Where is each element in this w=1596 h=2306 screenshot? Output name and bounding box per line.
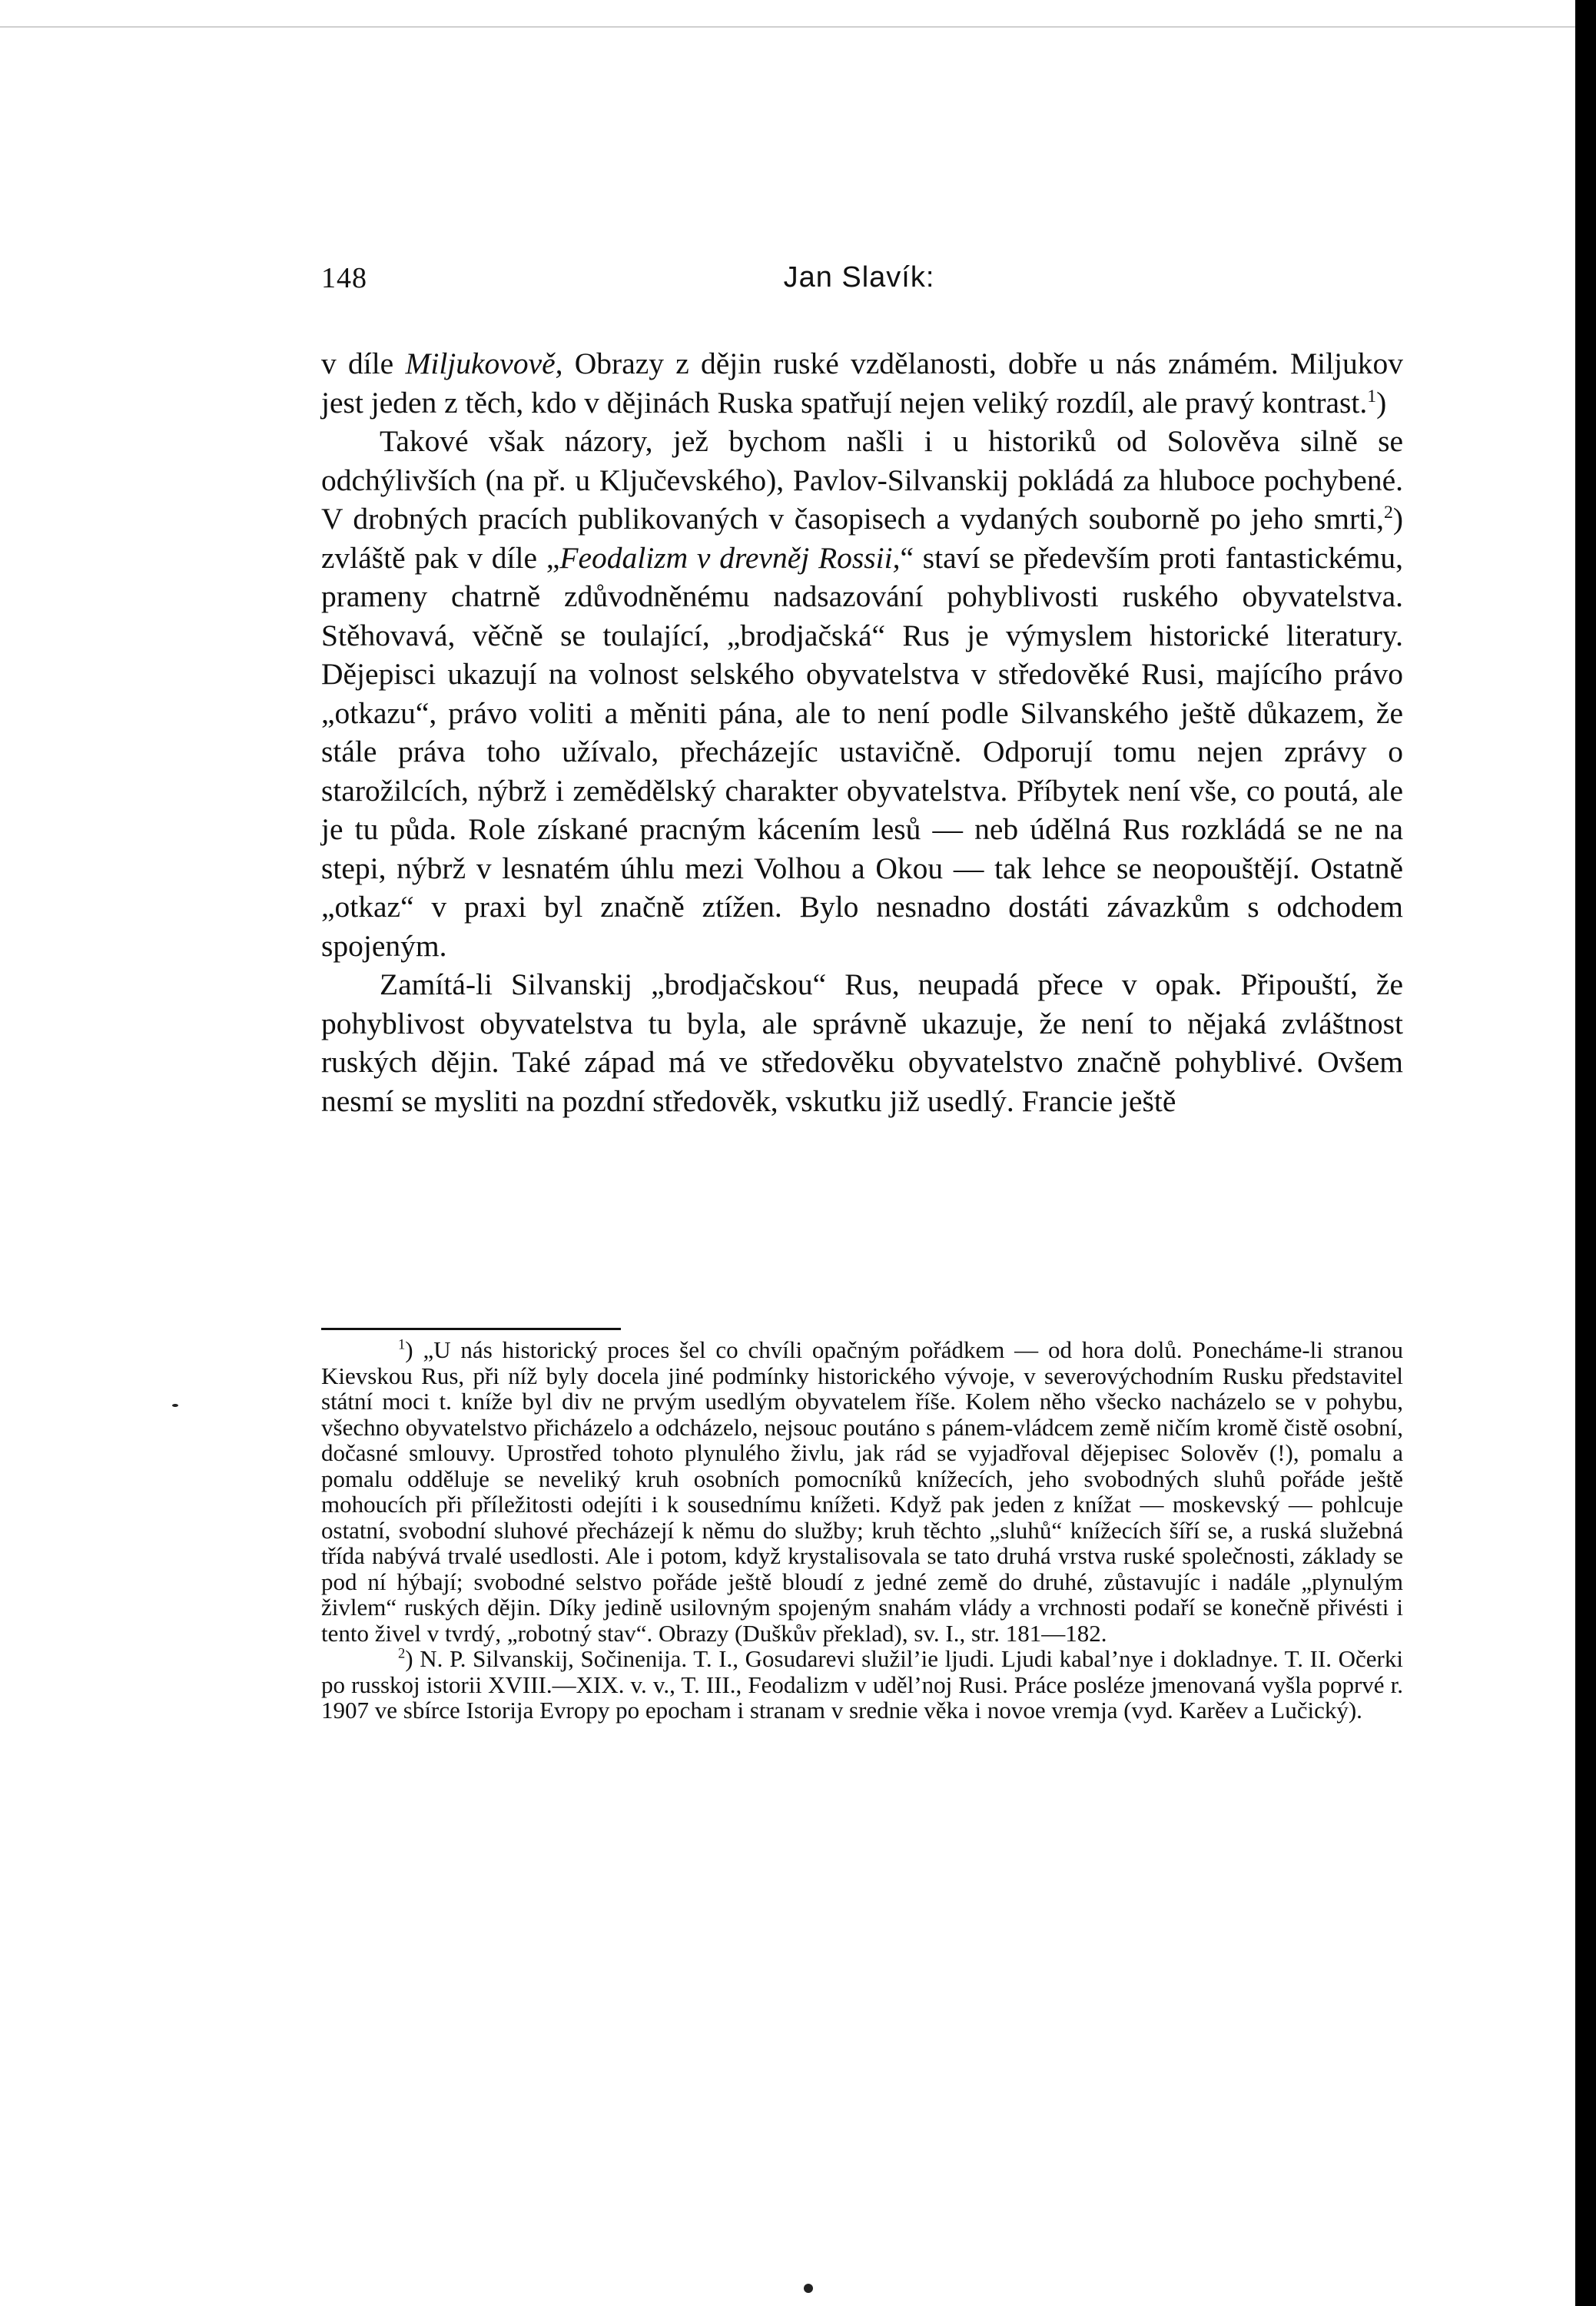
footnote-rule [321,1328,621,1330]
footnote-1: $^1$) „U nás historický proces šel co chvíli opačným pořádkem — od hora dolů. Ponecháme-li stranou Kievskou Rus, při níž byly docela jiné podmínky historického vývoje, v severovýchodním Rusku představitel státní moci t. kníže byl div ne prvým usedlým obyvatelem říše. Kolem něho všecko nacházelo se v pohybu, všechno obyvatelstvo přicházelo a odcházelo, nejsouc poutáno s pánem-vládcem země ničím kromě čistě osobní, dočasné smlouvy. Uprostřed tohoto plynulého živlu, jak rád se vyjadřoval dějepisec Solověv (!), pomalu a pomalu odděluje se neveliký kruh osobních pomocníků knížecích, jeho svobodných sluhů pořáde ještě mohoucích při příležitosti odejíti i k sousednímu knížeti. Když pak jeden z knížat — moskevský — pohlcuje ostatní, svobodní sluhové přecházejí k němu do služby; kruh těchto „sluhů“ knížecích šíří se, a ruská služebná třída nabývá trvalé usedlosti. Ale i potom, když krystalisovala se tato druhá vrstva ruské společnosti, základy se pod ní hýbají; svobodné selstvo pořáde ještě bloudí z jedné země do druhé, zůstavujíc i nadále „plynulým živlem“ ruských dějin. Díky jedině usilovným spojeným snahám vlády a vrchnosti podaří se konečně přivésti i tento živel v tvrdý, „robotný stav“. Obrazy (Duškův překlad), sv. I., str. 181—182. [321,1336,1403,1647]
running-title: Jan Slavík: [783,261,935,294]
page-number: 148 [321,262,367,294]
scan-speck [172,1404,178,1407]
body-text [321,344,1403,1120]
paragraph-2: Takové však názory, jež bychom našli i u historiků od Solověva silně se odchýlivších (na př. u Ključevského), Pavlov-Silvanskij pokládá za hluboce pochybené. V drobných pracích publikovaných v časopisech a vydaných souborně po jeho smrti,$^2$) zvláště pak v díle „Feodalizm v drevněj Rossii,“ staví se především proti fantastickému, prameny chatrně zdůvodněnému nadsazování pohyblivosti ruského obyvatelstva. Stěhovavá, věčně se toulající, „brodjačská“ Rus je výmyslem historické literatury. Dějepisci ukazují na volnost selského obyvatelstva v středověké Rusi, majícího právo „otkazu“, právo voliti a měniti pána, ale to není podle Silvanského ještě důkazem, že stále práva toho užívalo, přecházejíc ustavičně. Odporují tomu nejen zprávy o starožilcích, nýbrž i zemědělský charakter obyvatelstva. Příbytek není vše, co poutá, ale je tu půda. Role získané pracným kácením lesů — neb údělná Rus rozkládá se ne na stepi, nýbrž v lesnatém úhlu mezi Volhou a Okou — tak lehce se neopouštějí. Ostatně „otkaz“ v praxi byl značně ztížen. Bylo nesnadno dostáti závazkům s odchodem spojeným. [321,424,1403,963]
italic-name: Miljukovově, [405,347,563,380]
paragraph-3: Zamítá-li Silvanskij „brodjačskou“ Rus, neupadá přece v opak. Připouští, že pohyblivost obyvatelstva tu byla, ale správně ukazuje, že není to nějaká zvláštnost ruských dějin. Také západ má ve středověku obyvatelstvo značně pohyblivé. Ovšem nesmí se mysliti na pozdní středověk, vskutku již usedlý. Francie ještě [321,967,1403,1118]
footnote-2-mark: 2 [398,1645,406,1662]
footnote-ref-2: 2 [1384,502,1393,523]
page-header [321,261,1397,307]
paragraph-1: v díle Miljukovově, Obrazy z dějin ruské vzdělanosti, dobře u nás známém. Miljukov jest jeden z těch, kdo v dějinách Ruska spatřují nejen veliký rozdíl, ale pravý kontrast.$^1$) [321,347,1403,420]
scan-speck [804,2284,813,2293]
footnote-1-mark: 1 [398,1336,406,1353]
footnote-ref-1: 1 [1367,386,1377,406]
footnote-2: $^2$) N. P. Silvanskij, Sočinenija. T. I., Gosudarevi služil’ie ljudi. Ljudi kabal’nye i dokladnye. T. II. Očerki po russkoj istorii XVIII.—XIX. v. v., T. III., Feodalizm v uděl’noj Rusi. Práce posléze jmenovaná vyšla poprvé r. 1907 ve sbírce Istorija Evropy po epocham i stranam v srednie věka i novoe vremja (vyd. Karěev a Lučický). [321,1645,1403,1724]
footnotes [321,1337,1403,1724]
scan-edge [0,0,1575,28]
italic-title: Feodalizm v drevněj Rossii, [559,540,901,575]
